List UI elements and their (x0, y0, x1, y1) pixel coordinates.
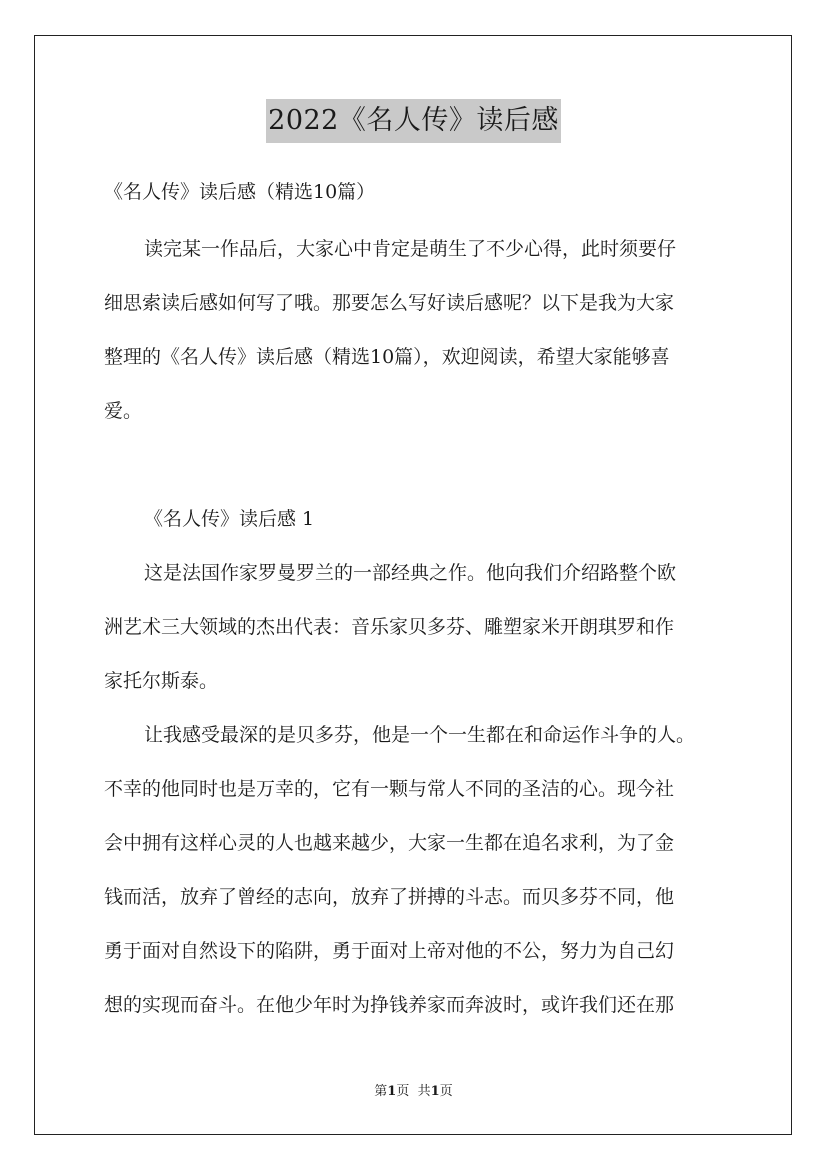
intro-line: 整理的《名人传》读后感（精选10篇），欢迎阅读，希望大家能够喜 (104, 346, 670, 368)
paragraph-line: 钱而活，放弃了曾经的志向，放弃了拼搏的斗志。而贝多芬不同，他 (104, 886, 675, 908)
document-title: 2022《名人传》读后感 (266, 99, 561, 143)
total-pages: 1 (430, 1084, 440, 1099)
paragraph-line: 这是法国作家罗曼罗兰的一部经典之作。他向我们介绍路整个欧 (144, 562, 677, 584)
page-prefix: 第 (374, 1084, 388, 1099)
page-suffix: 页 (396, 1084, 410, 1099)
section-heading: 《名人传》读后感 1 (144, 508, 315, 530)
total-prefix: 共 (417, 1084, 431, 1099)
intro-line: 细思索读后感如何写了哦。那要怎么写好读后感呢？以下是我为大家 (104, 292, 675, 314)
paragraph-line: 让我感受最深的是贝多芬，他是一个一生都在和命运作斗争的人。 (144, 724, 696, 746)
paragraph-line: 会中拥有这样心灵的人也越来越少，大家一生都在追名求利，为了金 (104, 832, 675, 854)
paragraph-line: 勇于面对自然设下的陷阱，勇于面对上帝对他的不公，努力为自己幻 (104, 940, 675, 962)
document-subtitle: 《名人传》读后感（精选10篇） (104, 181, 376, 203)
page-footer (0, 1083, 827, 1101)
paragraph-line: 洲艺术三大领域的杰出代表：音乐家贝多芬、雕塑家米开朗琪罗和作 (104, 616, 675, 638)
intro-line: 读完某一作品后，大家心中肯定是萌生了不少心得，此时须要仔 (144, 238, 677, 260)
intro-line: 爱。 (104, 400, 143, 422)
paragraph-line: 不幸的他同时也是万幸的，它有一颗与常人不同的圣洁的心。现今社 (104, 778, 675, 800)
total-suffix: 页 (439, 1084, 453, 1099)
page-number: 1 (387, 1084, 397, 1099)
paragraph-line: 想的实现而奋斗。在他少年时为挣钱养家而奔波时，或许我们还在那 (104, 994, 675, 1016)
paragraph-line: 家托尔斯泰。 (104, 670, 219, 692)
title-container (0, 99, 827, 143)
